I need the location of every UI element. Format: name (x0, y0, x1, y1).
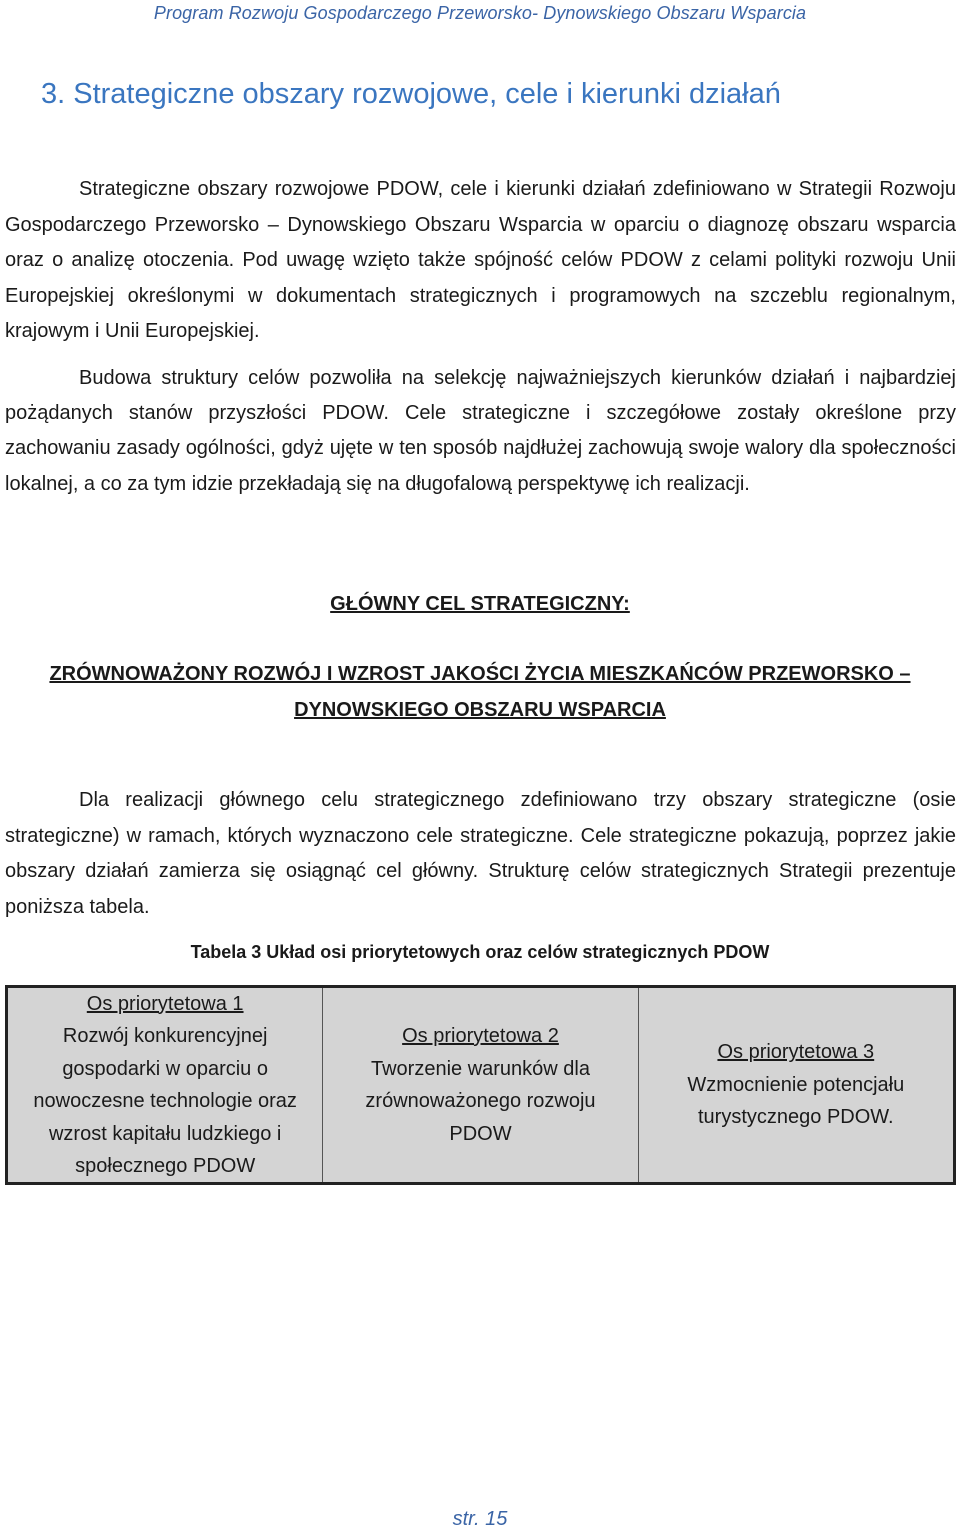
axis-name-line: gospodarki w oparciu o (62, 1057, 268, 1080)
axis-name-line: wzrost kapitału ludzkiego i (48, 1122, 282, 1145)
axis-name-line: zrównoważonego rozwoju (365, 1090, 596, 1112)
section-heading: 3. Strategiczne obszary rozwojowe, cele i kierunki działań (41, 78, 781, 110)
table-caption: Tabela 3 Układ osi priorytetowych oraz celów strategicznych PDOW (190, 942, 770, 962)
axis-cell-3 (638, 988, 953, 1182)
axis-name-line: PDOW (449, 1122, 512, 1145)
axis-name-line: turystycznego PDOW. (698, 1106, 894, 1129)
paragraph-intro: Strategiczne obszary rozwojowe PDOW, cele i kierunki działań zdefiniowano w Strategii Rozwoju Gospodarczego Przeworsko – Dynowskiego Obszaru Wsparcia w oparciu o diagnozę obszaru wsparcia oraz o analizę otoczenia. Pod uwagę wzięto także spójność celów PDOW z celami polityki rozwoju Unii Europejskiej określonymi w dokumentach strategicznych i programowych na szczeblu regionalnym, krajowym i Unii Europejskiej. (5, 178, 956, 342)
axis-title: Os priorytetowa 2 (402, 1025, 559, 1047)
main-goal-line: DYNOWSKIEGO OBSZARU WSPARCIA (294, 699, 666, 721)
axis-cell-2 (322, 988, 637, 1182)
running-header: Program Rozwoju Gospodarczego Przeworsko- Dynowskiego Obszaru Wsparcia (153, 2, 807, 23)
page-number: str. 15 (452, 1508, 508, 1530)
main-goal-text (0, 656, 960, 728)
priority-axes-table (5, 985, 956, 1185)
axis-name-line: Tworzenie warunków dla (370, 1057, 590, 1080)
main-goal-label: GŁÓWNY CEL STRATEGICZNY: (330, 593, 630, 615)
axis-title: Os priorytetowa 3 (717, 1041, 875, 1064)
main-goal-line: ZRÓWNOWAŻONY ROZWÓJ I WZROST JAKOŚCI ŻYCIA MIESZKAŃCÓW PRZEWORSKO – (49, 663, 911, 685)
axis-cell-1 (8, 988, 322, 1182)
axis-name-line: społecznego PDOW (75, 1155, 256, 1177)
paragraph-axes: Dla realizacji głównego celu strategicznego zdefiniowano trzy obszary strategiczne (osie strategiczne) w ramach, których wyznaczono cele strategiczne. Cele strategiczne pokazują, poprzez jakie obszary działań zamierza się osiągnąć cel główny. Strukturę celów strategicznych Strategii prezentuje poniższa tabela. (5, 789, 956, 918)
axis-name-line: Rozwój konkurencyjnej (62, 1025, 268, 1047)
axis-name-line: Wzmocnienie potencjału (687, 1073, 905, 1096)
axis-name-line: nowoczesne technologie oraz (33, 1090, 297, 1112)
axis-title: Os priorytetowa 1 (86, 992, 244, 1015)
paragraph-structure: Budowa struktury celów pozwoliła na selekcję najważniejszych kierunków działań i najbardziej pożądanych stanów przyszłości PDOW. Cele strategiczne i szczegółowe zostały określone przy zachowaniu zasady ogólności, gdyż ujęte w ten sposób najdłużej zachowują swoje walory dla społeczności lokalnej, a co za tym idzie przekładają się na długofalową perspektywę ich realizacji. (5, 367, 956, 495)
